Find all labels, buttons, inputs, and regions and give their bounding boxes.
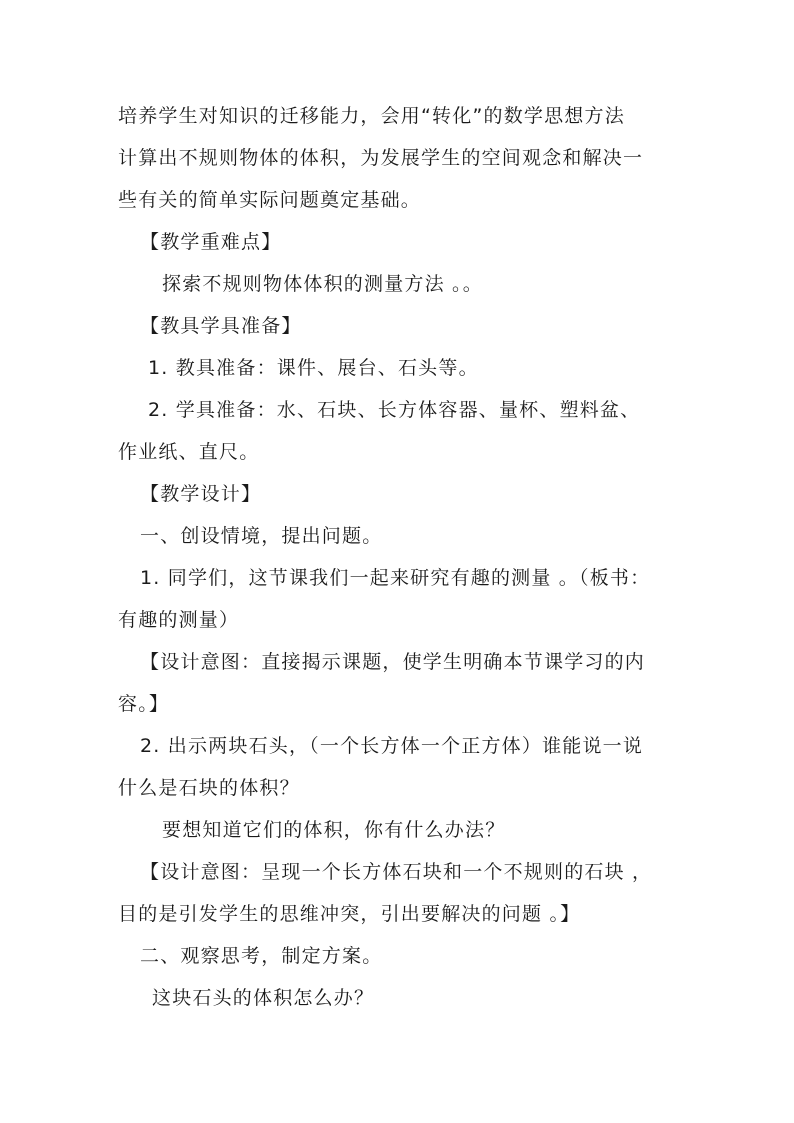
section-heading: 【教学重难点】 [140, 231, 282, 253]
subsection-heading: 二、观察思考，制定方案。 [140, 945, 383, 967]
list-item: 2. 出示两块石头，（一个长方体一个正方体）谁能说一说 [140, 735, 644, 757]
paragraph-line: 容。】 [118, 693, 170, 715]
paragraph-line: 这块石头的体积怎么办？ [152, 987, 375, 1009]
paragraph-line: 计算出不规则物体的体积，为发展学生的空间观念和解决一 [118, 147, 644, 169]
paragraph-line: 有趣的测量） [118, 609, 240, 631]
section-heading: 【教具学具准备】 [140, 315, 302, 337]
paragraph-line: 要想知道它们的体积，你有什么办法？ [162, 819, 506, 841]
paragraph-line: 目的是引发学生的思维冲突，引出要解决的问题 。】 [118, 903, 581, 925]
design-intent-note: 【设计意图：呈现一个长方体石块和一个不规则的石块 ， [140, 861, 653, 883]
list-item: 1. 教具准备：课件、展台、石头等。 [148, 357, 479, 379]
list-item: 1. 同学们，这节课我们一起来研究有趣的测量 。（板书： [140, 567, 651, 589]
subsection-heading: 一、创设情境，提出问题。 [140, 525, 383, 547]
design-intent-note: 【设计意图：直接揭示课题，使学生明确本节课学习的内 [140, 651, 646, 673]
paragraph-line: 培养学生对知识的迁移能力，会用“转化”的数学思想方法 [118, 105, 625, 127]
paragraph-line: 探索不规则物体体积的测量方法 。。 [162, 273, 483, 295]
list-item: 2. 学具准备：水、石块、长方体容器、量杯、塑料盆、 [148, 399, 641, 421]
paragraph-line: 作业纸、直尺。 [118, 441, 260, 463]
paragraph-line: 什么是石块的体积？ [118, 777, 300, 799]
section-heading: 【教学设计】 [140, 483, 262, 505]
paragraph-line: 些有关的简单实际问题奠定基础。 [118, 189, 422, 211]
